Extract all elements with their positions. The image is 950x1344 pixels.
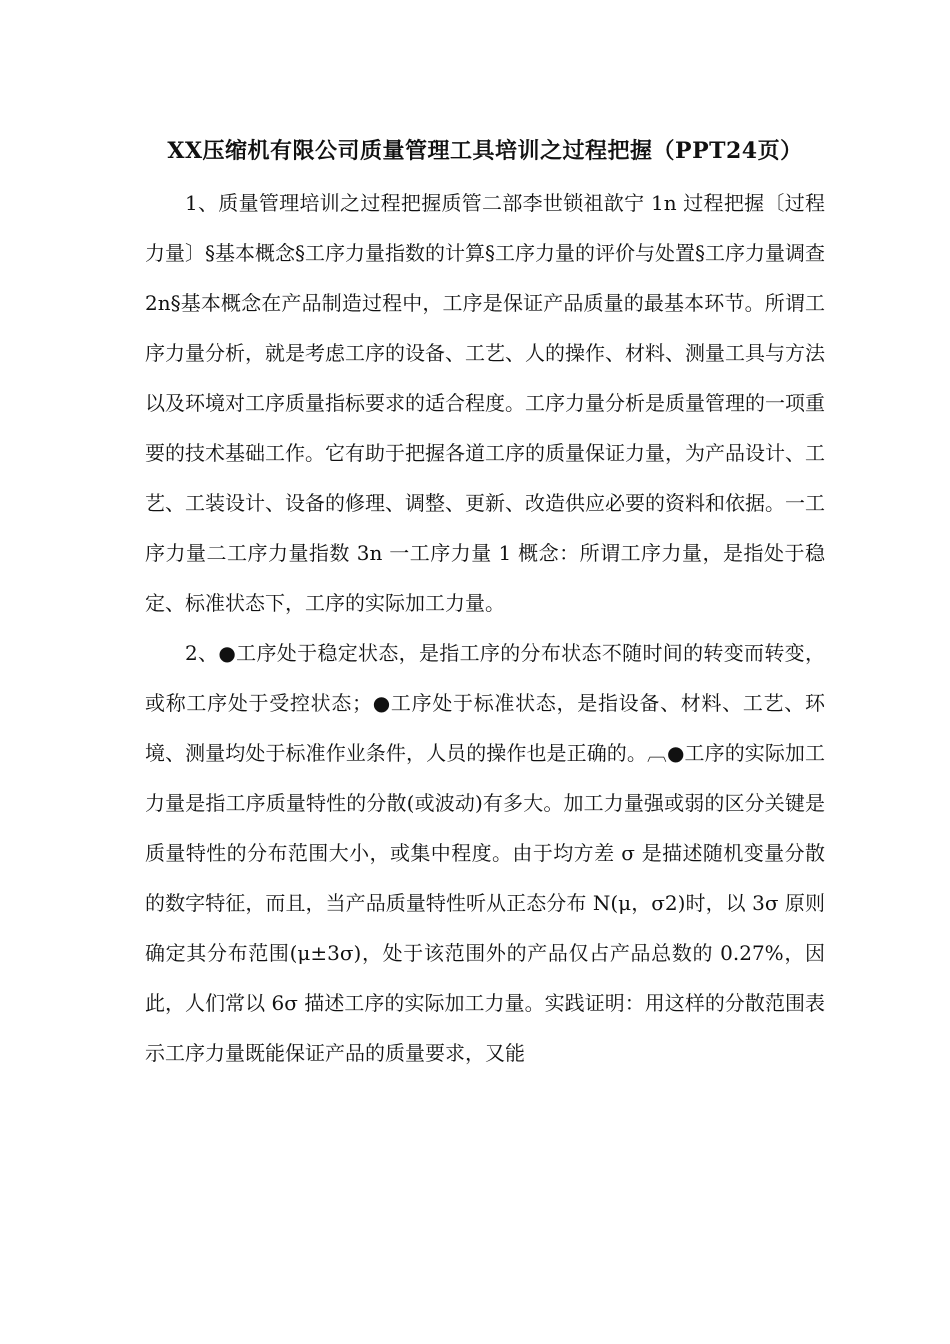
document-title: XX压缩机有限公司质量管理工具培训之过程把握（PPT24页） <box>167 138 803 164</box>
paragraph-1: 1、质量管理培训之过程把握质管二部李世锁祖歆宁 1n 过程把握〔过程力量〕§基本概念§工序力量指数的计算§工序力量的评价与处置§工序力量调查 2n§基本概念在产品制造过程中，工序是保证产品质量的最基本环节。所谓工序力量分析，就是考虑工序的设备、工艺、人的操作、材料、测量工具与方法以及环境对工序质量指标要求的适合程度。工序力量分析是质量管理的一项重要的技术基础工作。它有助于把握各道工序的质量保证力量，为产品设计、工艺、工装设计、设备的修理、调整、更新、改造供应必要的资料和依据。一工序力量二工序力量指数 3n 一工序力量 1 概念：所谓工序力量，是指处于稳定、标准状态下，工序的实际加工力量。 <box>145 191 825 615</box>
paragraph-2: 2、●工序处于稳定状态，是指工序的分布状态不随时间的转变而转变，或称工序处于受控状态；●工序处于标准状态，是指设备、材料、工艺、环境、测量均处于标准作业条件，人员的操作也是正确的。︹●工序的实际加工力量是指工序质量特性的分散(或波动)有多大。加工力量强或弱的区分关键是质量特性的分布范围大小，或集中程度。由于均方差 σ 是描述随机变量分散的数字特征，而且，当产品质量特性听从正态分布 N(μ，σ2)时，以 3σ 原则确定其分布范围(μ±3σ)，处于该范围外的产品仅占产品总数的 0.27%，因此，人们常以 6σ 描述工序的实际加工力量。实践证明：用这样的分散范围表示工序力量既能保证产品的质量要求，又能 <box>145 641 825 1065</box>
document-page <box>145 128 825 1078</box>
